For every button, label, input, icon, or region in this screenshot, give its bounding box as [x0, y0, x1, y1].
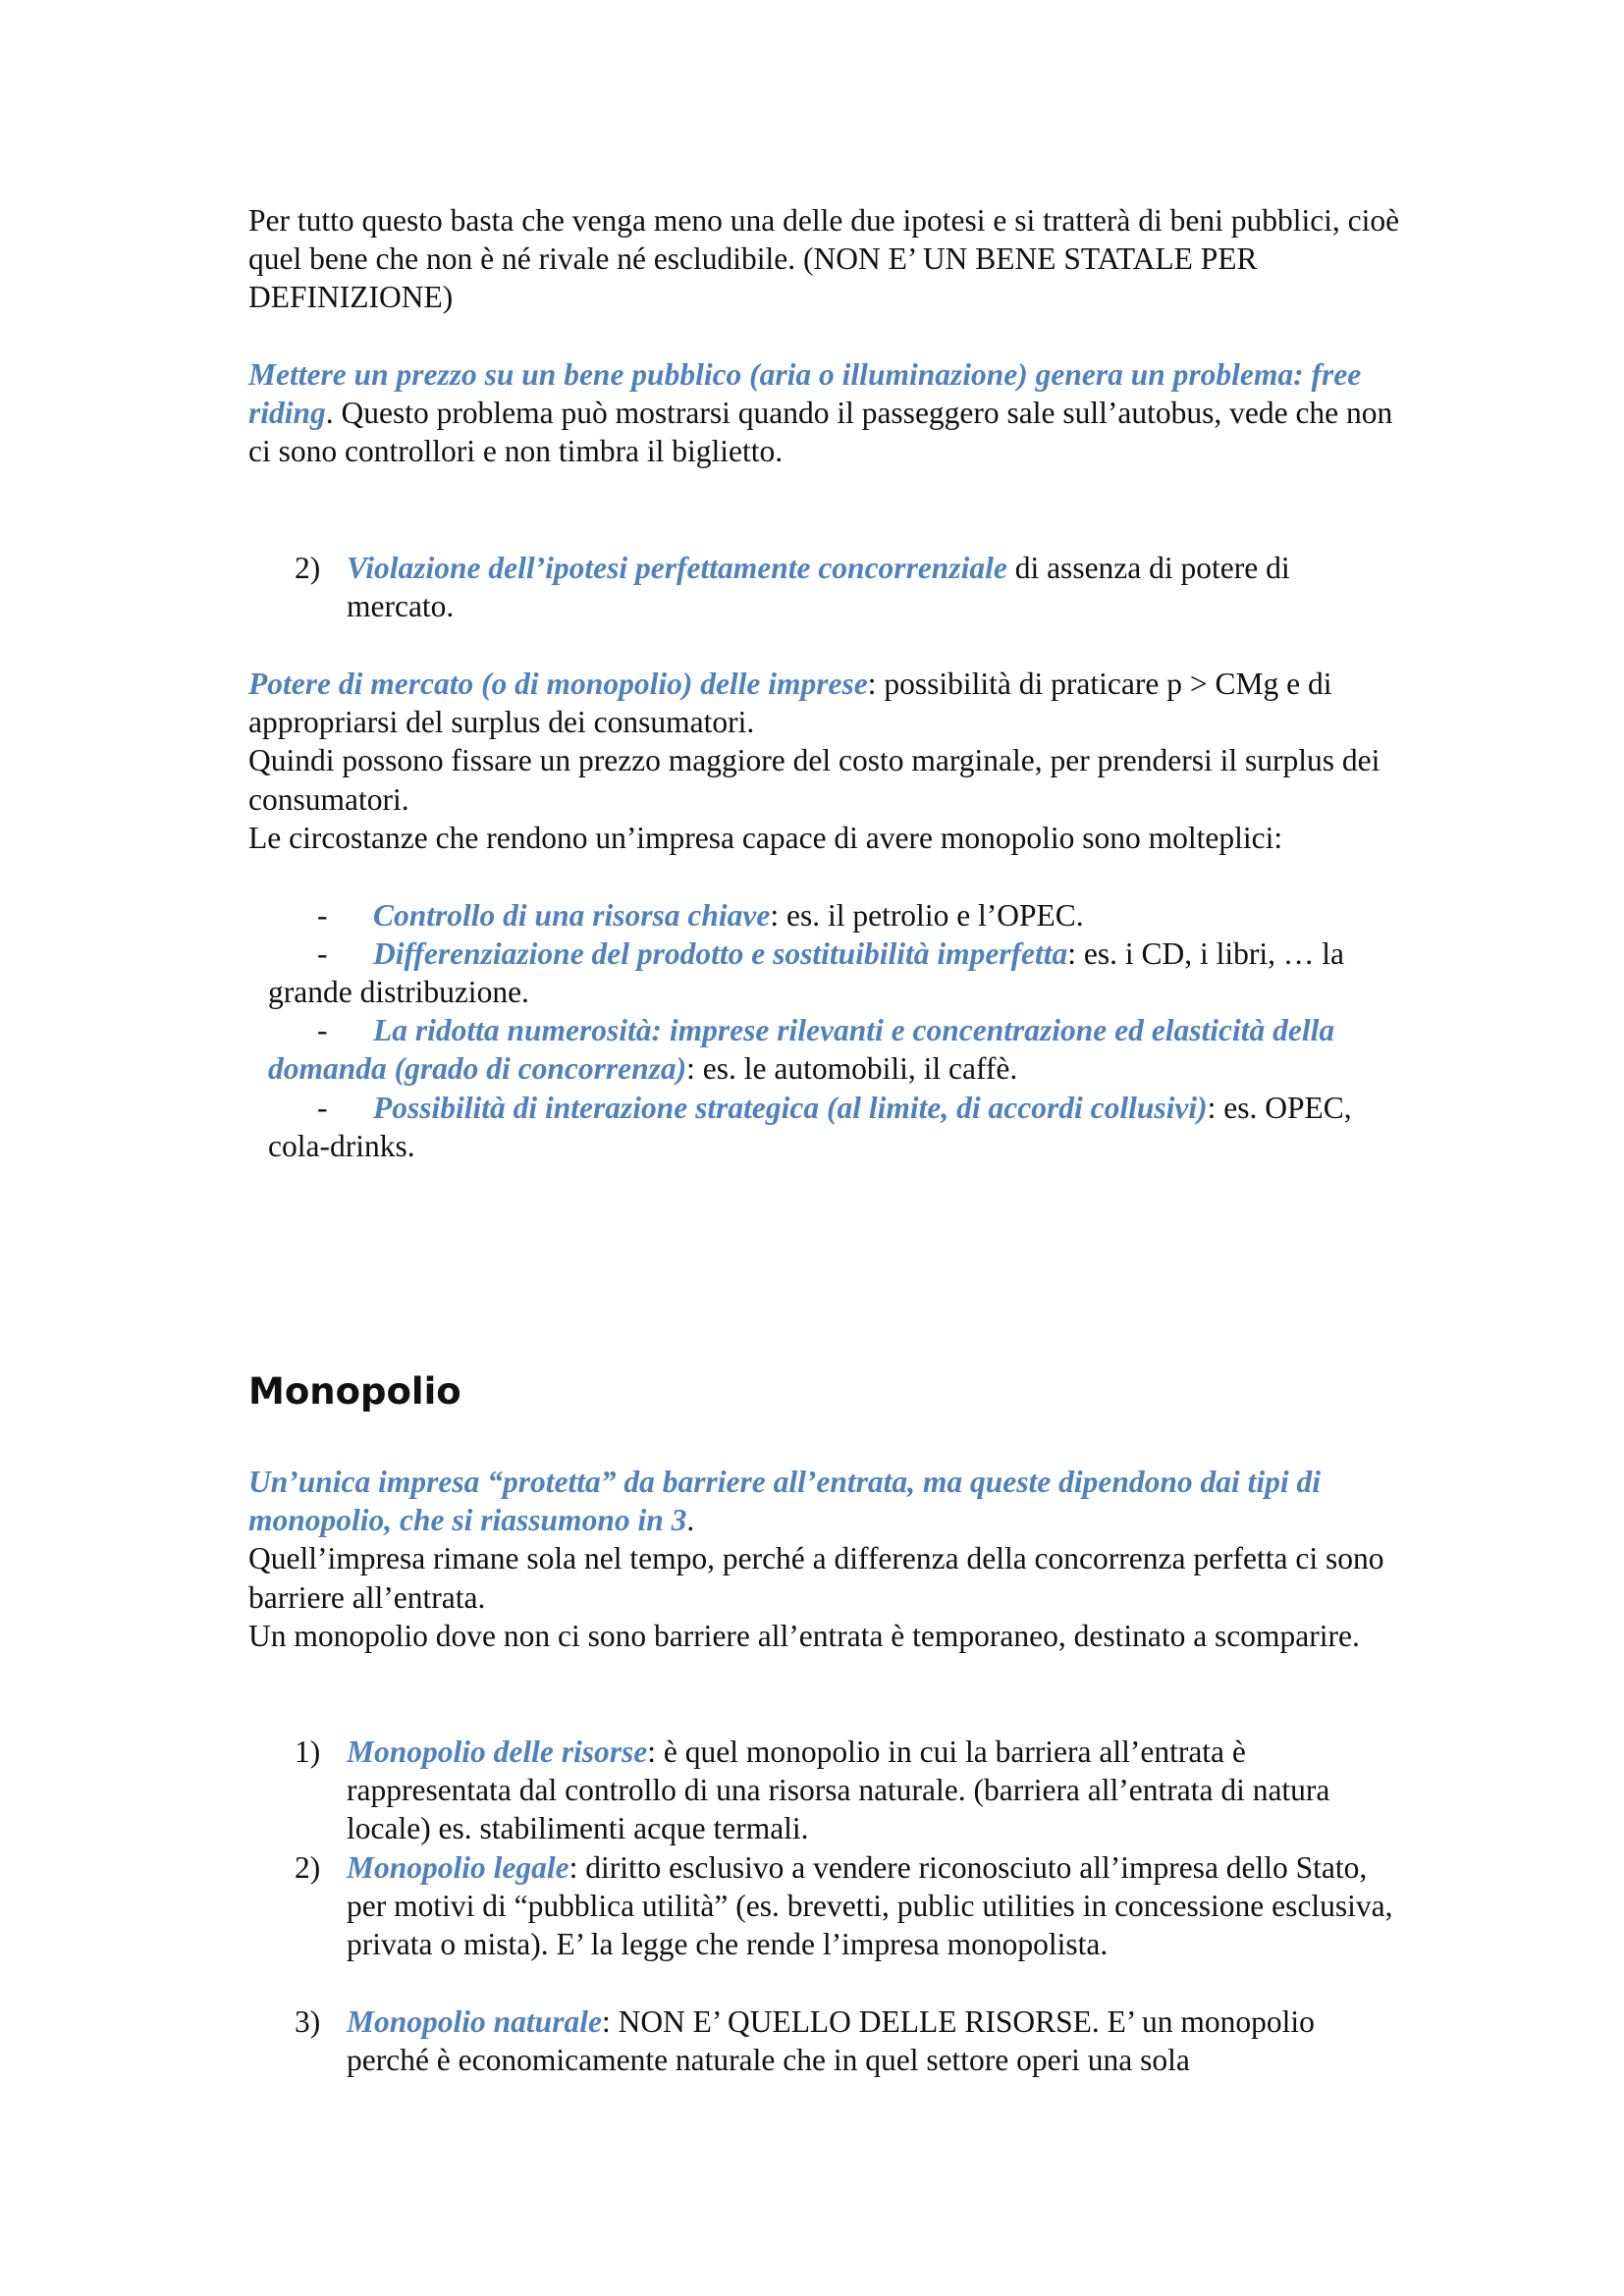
monopoly-type-1 — [295, 1733, 1404, 1848]
monopoly-type-number: 1) — [295, 1735, 321, 1769]
monopolio-line3: Un monopolio dove non ci sono barriere all’entrata è temporaneo, destinato a scomparire. — [248, 1618, 1360, 1653]
monopolio-line2: Quell’impresa rimane sola nel tempo, perché a differenza della concorrenza perfetta ci sono barriere all’entrata. — [248, 1541, 1384, 1615]
point-2-emphasis: Violazione dell’ipotesi perfettamente concorrenziale — [347, 551, 1007, 585]
circumstance-emphasis: Possibilità di interazione strategica (al limite, di accordi collusivi) — [373, 1091, 1208, 1125]
intro-text: Per tutto questo basta che venga meno una delle due ipotesi e si tratterà di beni pubblici, cioè quel bene che non è né rivale né escludibile. (NON E’ UN BENE STATALE PER DEFINIZIONE) — [248, 203, 1400, 315]
point-2-number: 2) — [295, 551, 321, 585]
circumstance-rest: : es. il petrolio e l’OPEC. — [770, 898, 1084, 933]
monopoly-type-rest: : è quel monopolio in cui la barriera all’entrata è rappresentata dal controllo di una risorsa naturale. (barriera all’entrata di natura locale) es. stabilimenti acque termali. — [347, 1735, 1330, 1846]
monopolio-rest: . — [686, 1503, 695, 1538]
market-power-line3: Le circostanze che rendono un’impresa capace di avere monopolio sono molteplici: — [248, 820, 1283, 855]
market-power-emphasis: Potere di mercato (o di monopolio) delle imprese — [248, 667, 868, 701]
monopolio-paragraph — [248, 1463, 1407, 1655]
monopoly-type-2 — [295, 1848, 1404, 1964]
market-power-line2: Quindi possono fissare un prezzo maggiore del costo marginale, per prendersi il surplus dei consumatori. — [248, 743, 1380, 817]
circumstance-dash: - — [317, 1091, 328, 1125]
circumstance-rest: : es. le automobili, il caffè. — [686, 1051, 1018, 1087]
circumstance-item-2 — [268, 934, 1407, 1011]
monopoly-type-3 — [295, 2002, 1404, 2079]
circumstance-dash: - — [317, 936, 328, 971]
monopolio-emphasis: Un’unica impresa “protetta” da barriere all’entrata, ma queste dipendono dai tipi di monopolio, che si riassumono in 3 — [248, 1465, 1322, 1538]
circumstance-dash: - — [317, 898, 328, 933]
circumstance-dash: - — [317, 1013, 328, 1047]
circumstance-item-3 — [268, 1011, 1407, 1088]
circumstance-item-4 — [268, 1089, 1407, 1165]
circumstance-item-1 — [268, 896, 1407, 934]
market-power-rest: : possibilità di praticare p > CMg e di appropriarsi del surplus dei consumatori. — [248, 667, 1332, 740]
monopoly-type-emphasis: Monopolio delle risorse — [347, 1735, 648, 1769]
circumstance-rest: : es. i CD, i libri, … la grande distribuzione. — [268, 936, 1345, 1010]
monopoly-type-rest: : NON E’ QUELLO DELLE RISORSE. E’ un monopolio perché è economicamente naturale che in quel settore operi una sola — [347, 2004, 1315, 2078]
free-riding-paragraph — [248, 355, 1407, 471]
monopoly-type-number: 3) — [295, 2004, 321, 2039]
free-riding-emphasis: Mettere un prezzo su un bene pubblico (aria o illuminazione) genera un problema: free riding — [248, 357, 1362, 431]
point-2-rest: di assenza di potere di mercato. — [347, 551, 1290, 624]
intro-paragraph — [248, 201, 1407, 317]
free-riding-rest: . Questo problema può mostrarsi quando il passeggero sale sull’autobus, vede che non ci sono controllori e non timbra il biglietto. — [248, 396, 1393, 469]
monopoly-type-emphasis: Monopolio naturale — [347, 2004, 602, 2039]
circumstance-emphasis: Differenziazione del prodotto e sostituibilità imperfetta — [373, 936, 1068, 971]
monopoly-type-rest: : diritto esclusivo a vendere riconosciuto all’impresa dello Stato, per motivi di “pubblica utilità” (es. brevetti, public utilities in concessione esclusiva, privata o mista). E’ la legge che rende l’impresa monopolista. — [347, 1850, 1393, 1962]
section-heading-monopolio: Monopolio — [248, 1370, 461, 1413]
circumstance-emphasis: Controllo di una risorsa chiave — [373, 898, 771, 933]
monopoly-type-emphasis: Monopolio legale — [347, 1850, 569, 1885]
monopoly-type-number: 2) — [295, 1850, 321, 1885]
circumstance-emphasis: La ridotta numerosità: imprese rilevanti e concentrazione ed elasticità della domanda (grado di concorrenza) — [268, 1013, 1335, 1087]
market-power-paragraph — [248, 665, 1407, 857]
point-2-item — [295, 549, 1404, 625]
circumstance-rest: : es. OPEC, cola-drinks. — [268, 1091, 1352, 1164]
